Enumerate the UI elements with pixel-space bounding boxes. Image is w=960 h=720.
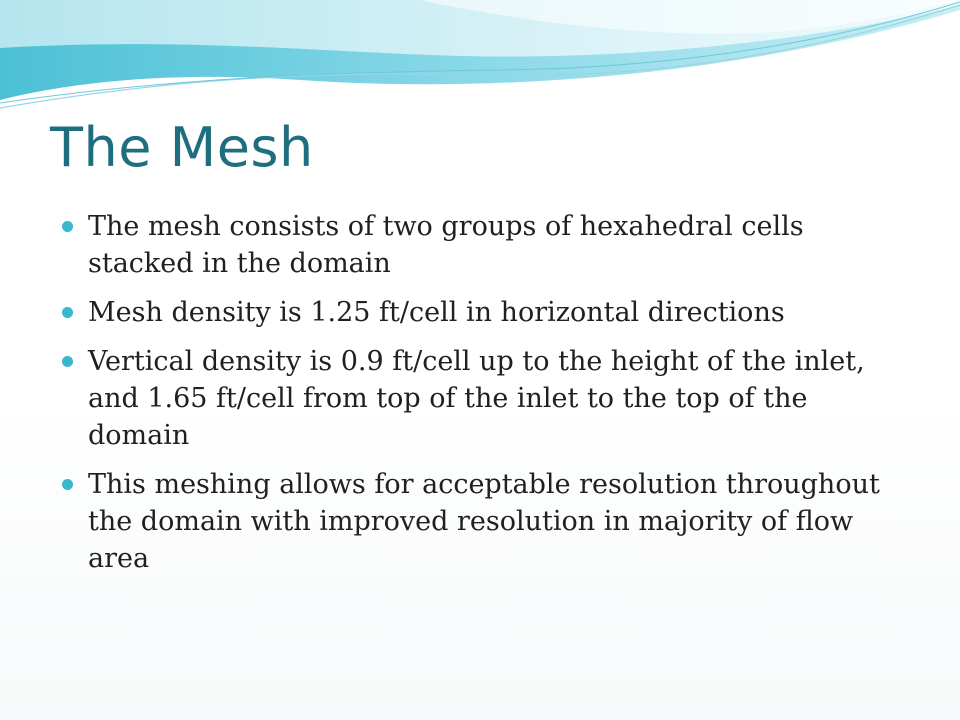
bullet-dot-icon [62, 479, 73, 490]
bullet-text: This meshing allows for acceptable resolution throughout the domain with improved resolution in majority of flow area [88, 469, 880, 574]
bullet-dot-icon [62, 356, 73, 367]
bullet-dot-icon [62, 221, 73, 232]
bullet-text: Mesh density is 1.25 ft/cell in horizontal directions [88, 297, 785, 328]
bullet-text: Vertical density is 0.9 ft/cell up to the height of the inlet, and 1.65 ft/cell from top of the inlet to the top of the domain [88, 346, 865, 451]
bullet-list [62, 208, 902, 589]
bullet-item [62, 294, 902, 331]
bullet-item [62, 466, 902, 577]
bullet-item [62, 208, 902, 282]
slide-title: The Mesh [50, 116, 314, 179]
bullet-dot-icon [62, 307, 73, 318]
bullet-text: The mesh consists of two groups of hexahedral cells stacked in the domain [88, 211, 804, 279]
wave-header-decoration [0, 0, 960, 110]
bullet-item [62, 343, 902, 454]
